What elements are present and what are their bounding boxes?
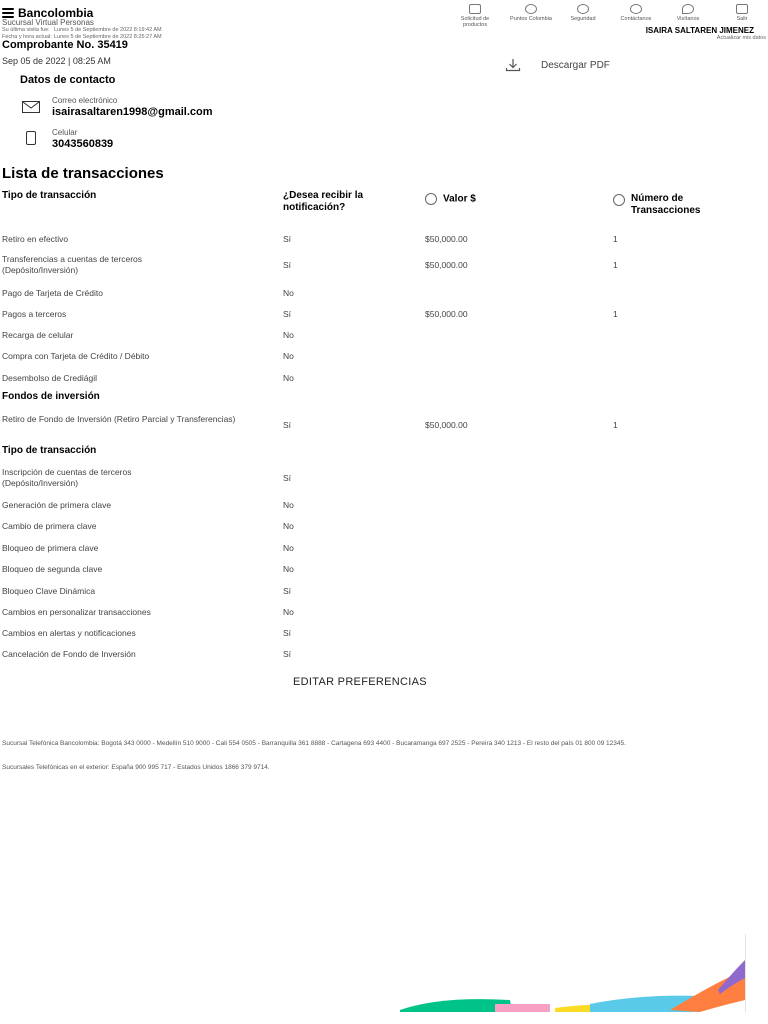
phone-value: 3043560839 <box>52 138 114 150</box>
row-notify: No <box>283 521 294 531</box>
row-name: Retiro de Fondo de Inversión (Retiro Parcial y Transferencias) <box>2 414 236 424</box>
header-count <box>613 193 743 217</box>
row-notify: Sí <box>283 473 292 483</box>
download-icon <box>505 58 521 72</box>
header-value <box>425 193 476 206</box>
row-name: Inscripción de cuentas de terceros (Depósito/Inversión) <box>2 467 132 488</box>
row-notify: No <box>283 330 294 340</box>
row-name: Retiro en efectivo <box>2 234 69 244</box>
row-notify: Sí <box>283 586 292 596</box>
row-notify: Sí <box>283 309 292 319</box>
nav-salir[interactable] <box>719 4 765 22</box>
row-value: $50,000.00 <box>425 260 468 270</box>
comprobante-number: Comprobante No. 35419 <box>2 39 128 51</box>
header-value-label: Valor $ <box>443 193 476 205</box>
email-value: isairasaltaren1998@gmail.com <box>52 106 213 118</box>
edit-preferences-button[interactable]: EDITAR PREFERENCIAS <box>293 676 427 688</box>
row-count: 1 <box>613 309 618 319</box>
last-visit-value: Lunes 5 de Septiembre de 2022 8:19:42 AM <box>54 27 162 33</box>
row-notify: No <box>283 288 294 298</box>
row-name: Bloqueo Clave Dinámica <box>2 586 96 596</box>
row-name: Pago de Tarjeta de Crédito <box>2 288 103 298</box>
update-data-link[interactable]: Actualizar mis datos <box>716 35 766 41</box>
decorative-brand-swoosh <box>400 930 768 1024</box>
brand-name: Bancolombia <box>18 6 94 20</box>
row-count: 1 <box>613 260 618 270</box>
row-notify: Sí <box>283 234 292 244</box>
footer-international-lines: Sucursales Telefónicas en el exterior: España 900 995 717 - Estados Unidos 1866 379 9714. <box>2 764 270 771</box>
row-notify: No <box>283 607 294 617</box>
row-name: Generación de primera clave <box>2 500 112 510</box>
nav-visitanos[interactable] <box>665 4 711 22</box>
last-visit-label: Su última visita fue: <box>2 27 50 33</box>
nav-solicitud-productos[interactable] <box>452 4 498 28</box>
current-time-value: Lunes 5 de Septiembre de 2022 8:25:27 AM <box>54 33 162 40</box>
header-count-label: Número de Transacciones <box>631 193 701 216</box>
row-name: Bloqueo de segunda clave <box>2 564 103 574</box>
nav-label: Puntos Colombia <box>510 16 552 22</box>
header-transaction-type: Tipo de transacción <box>2 190 97 201</box>
current-time-label: Fecha y hora actual: <box>2 33 52 40</box>
row-notify: No <box>283 543 294 553</box>
row-value: $50,000.00 <box>425 420 468 430</box>
mobile-phone-icon <box>26 131 36 145</box>
download-pdf-label: Descargar PDF <box>541 59 610 71</box>
row-value: $50,000.00 <box>425 309 468 319</box>
nav-seguridad[interactable] <box>560 4 606 22</box>
header-notification: ¿Desea recibir la notificación? <box>283 190 364 213</box>
nav-label: Seguridad <box>570 16 596 22</box>
exit-icon <box>736 4 748 14</box>
row-count: 1 <box>613 420 618 430</box>
row-name: Cambios en personalizar transacciones <box>2 607 151 617</box>
bancolombia-mark-icon <box>2 8 14 18</box>
nav-label: Visítanos <box>676 16 700 22</box>
row-notify: Sí <box>283 260 292 270</box>
nav-label: Contáctanos <box>620 16 652 22</box>
row-notify: Sí <box>283 628 292 638</box>
row-name: Compra con Tarjeta de Crédito / Débito <box>2 351 150 361</box>
funds-section-title: Fondos de inversión <box>2 391 100 402</box>
user-name: ISAIRA SALTAREN JIMENEZ <box>645 26 754 35</box>
row-notify: Sí <box>283 420 292 430</box>
row-notify: No <box>283 500 294 510</box>
location-icon <box>682 4 694 14</box>
row-notify: No <box>283 564 294 574</box>
site-subtitle: Sucursal Virtual Personas <box>2 18 94 27</box>
money-icon <box>613 194 625 206</box>
row-notify: No <box>283 351 294 361</box>
cart-icon <box>469 4 481 14</box>
footer-phone-lines: Sucursal Telefónica Bancolombia: Bogotá 343 0000 - Medellín 510 9000 - Cali 554 0505 - Barranquilla 361 8888 - Cartagena 693 4400 - Bucaramanga 697 2525 - Pereira 340 1213 - El resto del país 01 800 09 12345. <box>2 740 626 747</box>
row-notify: No <box>283 373 294 383</box>
row-name: Recarga de celular <box>2 330 74 340</box>
row-notify: Sí <box>283 649 292 659</box>
email-label: Correo electrónico <box>52 96 118 105</box>
mail-icon <box>22 101 40 113</box>
comprobante-date: Sep 05 de 2022 | 08:25 AM <box>2 56 111 66</box>
row-name: Desembolso de Crediágil <box>2 373 97 383</box>
row-count: 1 <box>613 234 618 244</box>
row-name: Cancelación de Fondo de Inversión <box>2 649 136 659</box>
download-pdf-button[interactable] <box>505 58 610 72</box>
nav-label: Salir <box>736 16 748 22</box>
row-name: Cambio de primera clave <box>2 521 97 531</box>
contact-title: Datos de contacto <box>20 74 116 86</box>
row-name: Pagos a terceros <box>2 309 67 319</box>
row-name: Bloqueo de primera clave <box>2 543 99 553</box>
nav-contactanos[interactable] <box>613 4 659 22</box>
points-icon <box>525 4 537 14</box>
row-name: Cambios en alertas y notificaciones <box>2 628 136 638</box>
row-value: $50,000.00 <box>425 234 468 244</box>
row-name: Transferencias a cuentas de terceros (Depósito/Inversión) <box>2 254 143 275</box>
other-section-title: Tipo de transacción <box>2 445 97 456</box>
phone-icon <box>630 4 642 14</box>
shield-icon <box>577 4 589 14</box>
money-icon <box>425 193 437 205</box>
nav-label: Solicitud de productos <box>460 16 490 28</box>
phone-label: Celular <box>52 128 78 137</box>
transactions-title: Lista de transacciones <box>2 165 164 182</box>
nav-puntos-colombia[interactable] <box>508 4 554 22</box>
